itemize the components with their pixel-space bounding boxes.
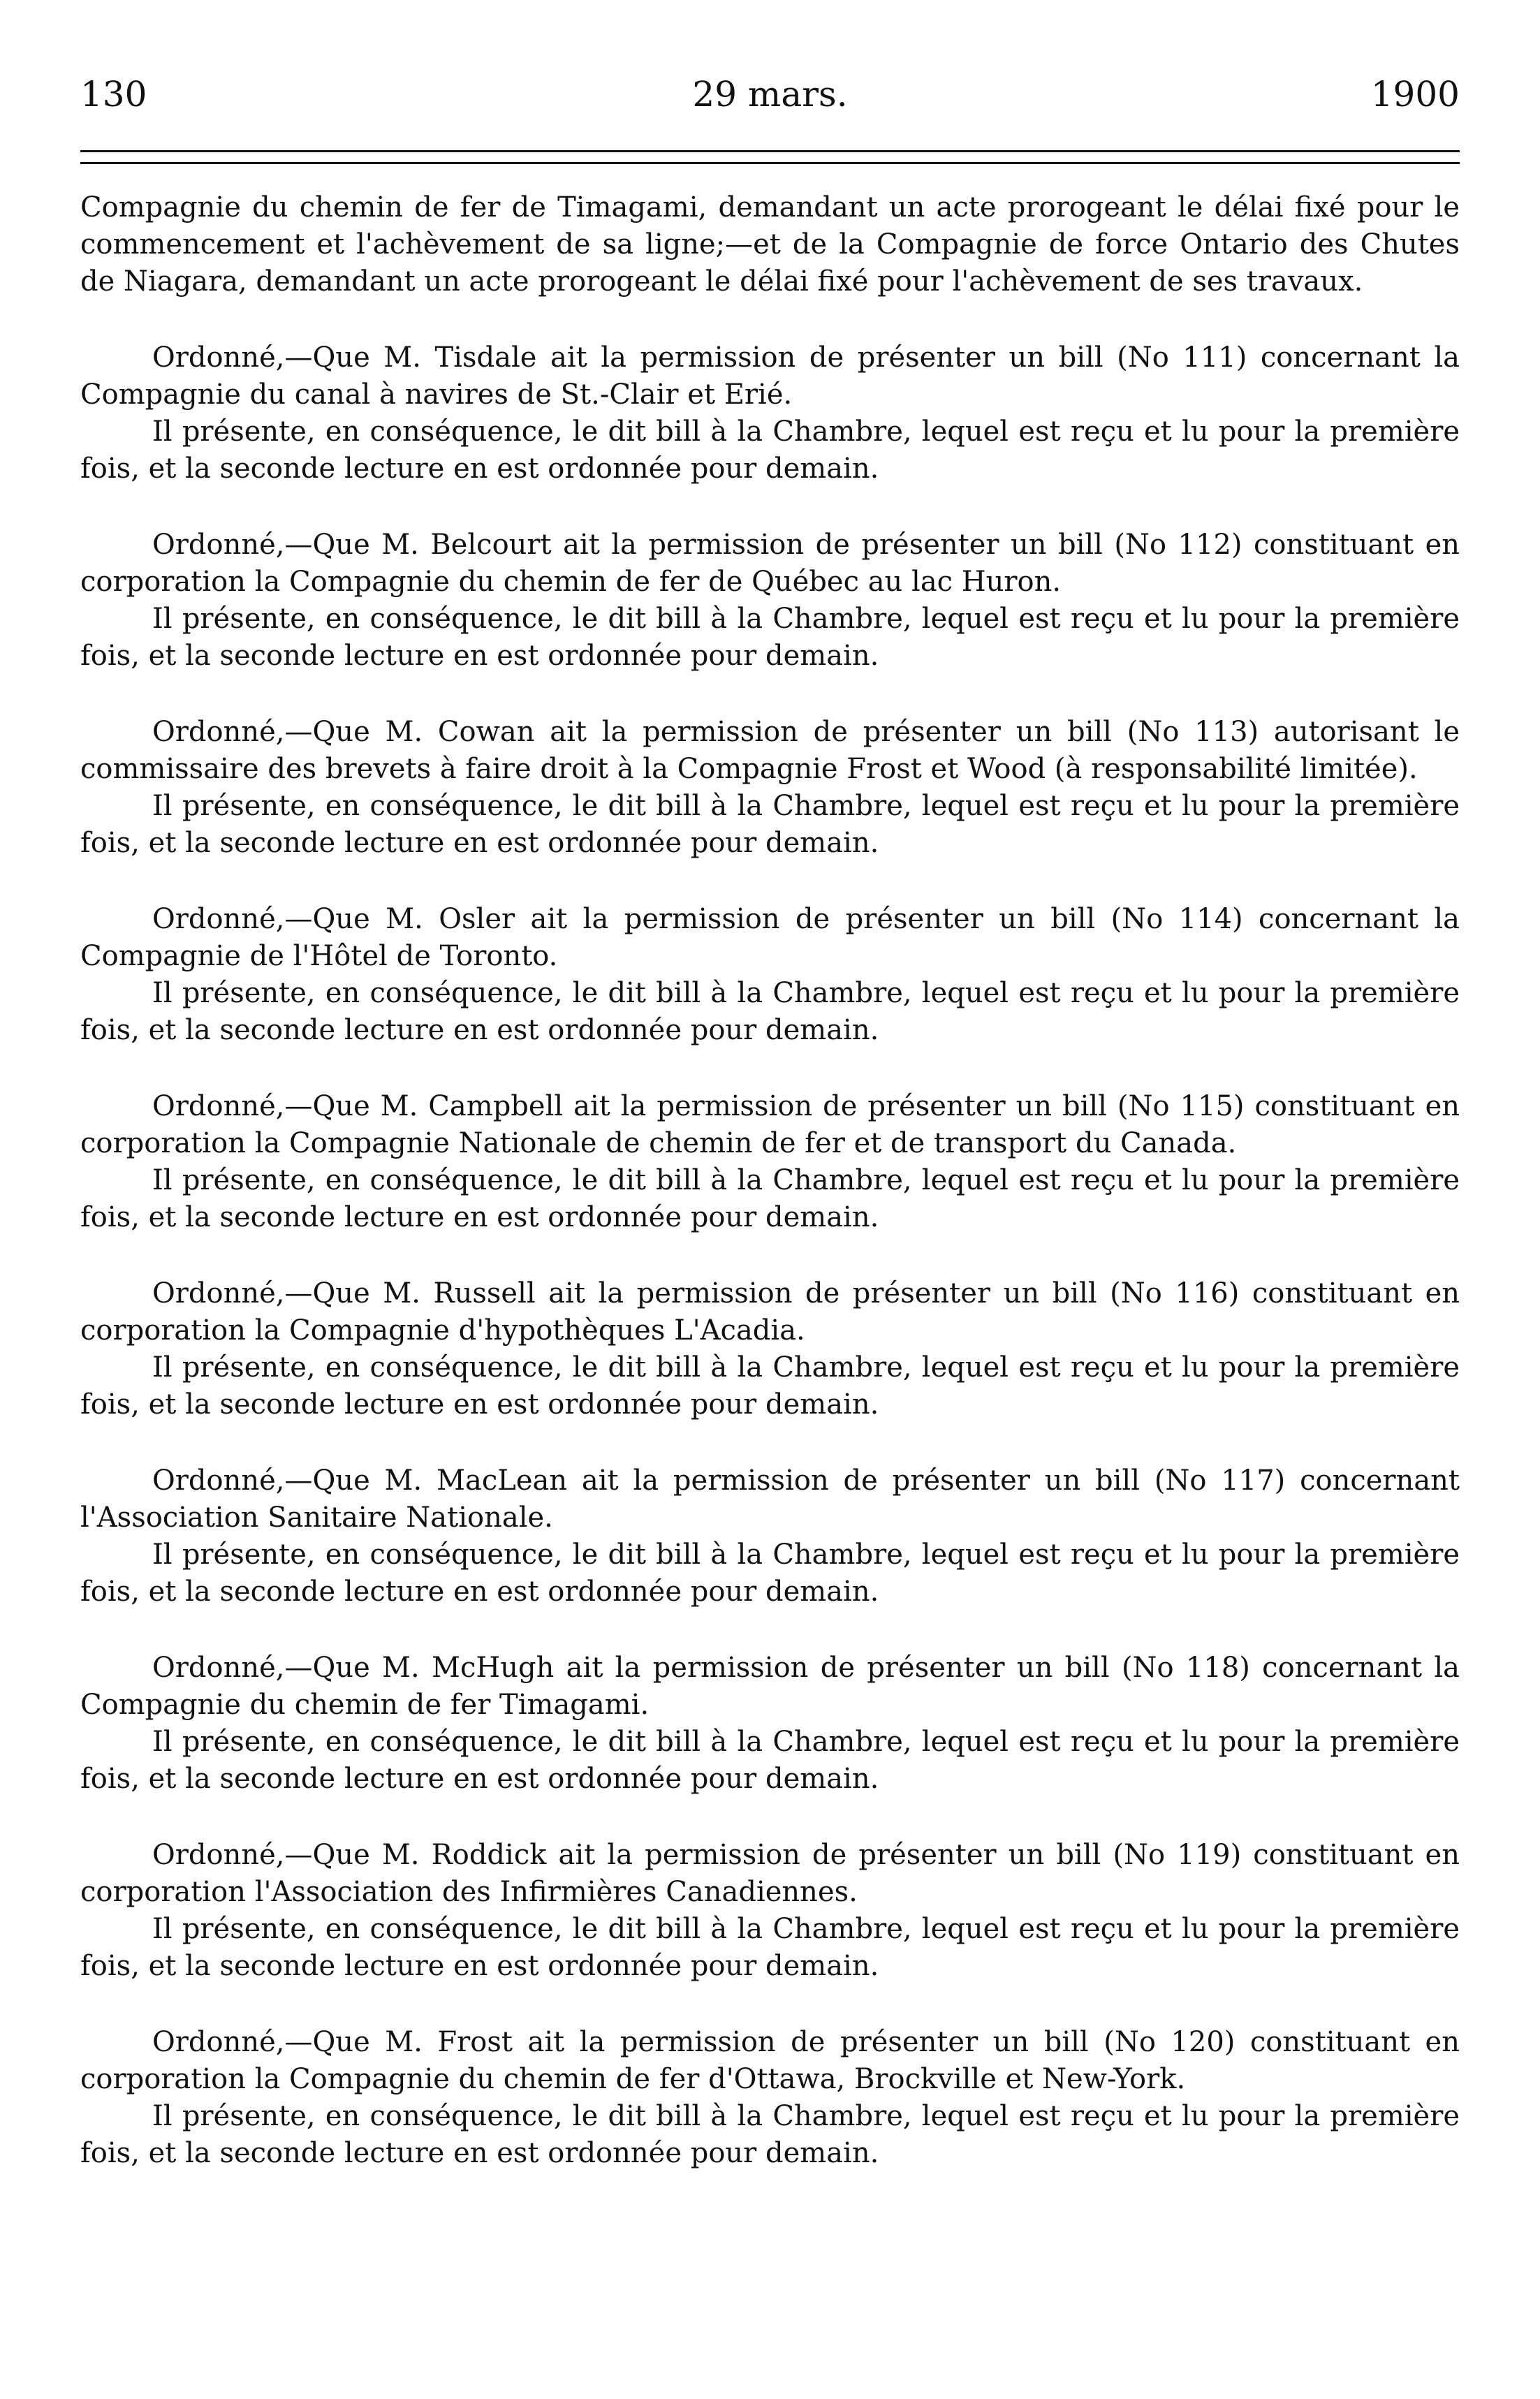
entry-118 — [80, 1650, 1460, 1798]
entry-112 — [80, 527, 1460, 675]
header-page-number: 130 — [80, 74, 147, 115]
entry-115 — [80, 1088, 1460, 1236]
entry-111 — [80, 339, 1460, 487]
presentation-paragraph: Il présente, en conséquence, le dit bill à la Chambre, lequel est reçu et lu pour la première fois, et la seconde lecture en est ordonnée pour demain. — [80, 416, 1460, 485]
header-year: 1900 — [1370, 74, 1460, 115]
order-paragraph: Ordonné,—Que M. MacLean ait la permission de présenter un bill (No 117) concernant l'Association Sanitaire Nationale. — [80, 1465, 1460, 1534]
entry-113 — [80, 714, 1460, 862]
header-double-rule — [80, 150, 1460, 164]
document-page — [80, 66, 1460, 2172]
order-paragraph: Ordonné,—Que M. McHugh ait la permission de présenter un bill (No 118) concernant la Compagnie du chemin de fer Timagami. — [80, 1652, 1460, 1721]
entry-117 — [80, 1462, 1460, 1611]
intro-paragraph: Compagnie du chemin de fer de Timagami, demandant un acte prorogeant le délai fixé pour le commencement et l'achèvement de sa ligne;—et de la Compagnie de force Ontario des Chutes de Niagara, demandant un acte prorogeant le délai fixé pour l'achèvement de ses travaux. — [80, 191, 1460, 298]
presentation-paragraph: Il présente, en conséquence, le dit bill à la Chambre, lequel est reçu et lu pour la première fois, et la seconde lecture en est ordonnée pour demain. — [80, 977, 1460, 1046]
presentation-paragraph: Il présente, en conséquence, le dit bill à la Chambre, lequel est reçu et lu pour la première fois, et la seconde lecture en est ordonnée pour demain. — [80, 1164, 1460, 1233]
order-paragraph: Ordonné,—Que M. Roddick ait la permission de présenter un bill (No 119) constituant en corporation l'Association des Infirmières Canadiennes. — [80, 1839, 1460, 1908]
entry-119 — [80, 1837, 1460, 1985]
header-date: 29 mars. — [692, 74, 848, 115]
presentation-paragraph: Il présente, en conséquence, le dit bill à la Chambre, lequel est reçu et lu pour la première fois, et la seconde lecture en est ordonnée pour demain. — [80, 1539, 1460, 1608]
order-paragraph: Ordonné,—Que M. Cowan ait la permission de présenter un bill (No 113) autorisant le commissaire des brevets à faire droit à la Compagnie Frost et Wood (à responsabilité limitée). — [80, 716, 1460, 785]
presentation-paragraph: Il présente, en conséquence, le dit bill à la Chambre, lequel est reçu et lu pour la première fois, et la seconde lecture en est ordonnée pour demain. — [80, 1726, 1460, 1795]
presentation-paragraph: Il présente, en conséquence, le dit bill à la Chambre, lequel est reçu et lu pour la première fois, et la seconde lecture en est ordonnée pour demain. — [80, 603, 1460, 672]
order-paragraph: Ordonné,—Que M. Frost ait la permission de présenter un bill (No 120) constituant en corporation la Compagnie du chemin de fer d'Ottawa, Brockville et New-York. — [80, 2026, 1460, 2095]
entry-114 — [80, 901, 1460, 1049]
page-header — [80, 66, 1460, 122]
order-paragraph: Ordonné,—Que M. Belcourt ait la permission de présenter un bill (No 112) constituant en corporation la Compagnie du chemin de fer de Québec au lac Huron. — [80, 529, 1460, 598]
presentation-paragraph: Il présente, en conséquence, le dit bill à la Chambre, lequel est reçu et lu pour la première fois, et la seconde lecture en est ordonnée pour demain. — [80, 790, 1460, 859]
order-paragraph: Ordonné,—Que M. Russell ait la permission de présenter un bill (No 116) constituant en corporation la Compagnie d'hypothèques L'Acadia. — [80, 1277, 1460, 1347]
entry-120 — [80, 2024, 1460, 2172]
order-paragraph: Ordonné,—Que M. Osler ait la permission de présenter un bill (No 114) concernant la Compagnie de l'Hôtel de Toronto. — [80, 903, 1460, 972]
order-paragraph: Ordonné,—Que M. Campbell ait la permission de présenter un bill (No 115) constituant en corporation la Compagnie Nationale de chemin de fer et de transport du Canada. — [80, 1090, 1460, 1159]
entry-116 — [80, 1275, 1460, 1423]
presentation-paragraph: Il présente, en conséquence, le dit bill à la Chambre, lequel est reçu et lu pour la première fois, et la seconde lecture en est ordonnée pour demain. — [80, 1351, 1460, 1421]
order-paragraph: Ordonné,—Que M. Tisdale ait la permission de présenter un bill (No 111) concernant la Compagnie du canal à navires de St.-Clair et Erié. — [80, 342, 1460, 411]
presentation-paragraph: Il présente, en conséquence, le dit bill à la Chambre, lequel est reçu et lu pour la première fois, et la seconde lecture en est ordonnée pour demain. — [80, 1913, 1460, 1982]
document-body — [80, 189, 1460, 2172]
presentation-paragraph: Il présente, en conséquence, le dit bill à la Chambre, lequel est reçu et lu pour la première fois, et la seconde lecture en est ordonnée pour demain. — [80, 2100, 1460, 2169]
